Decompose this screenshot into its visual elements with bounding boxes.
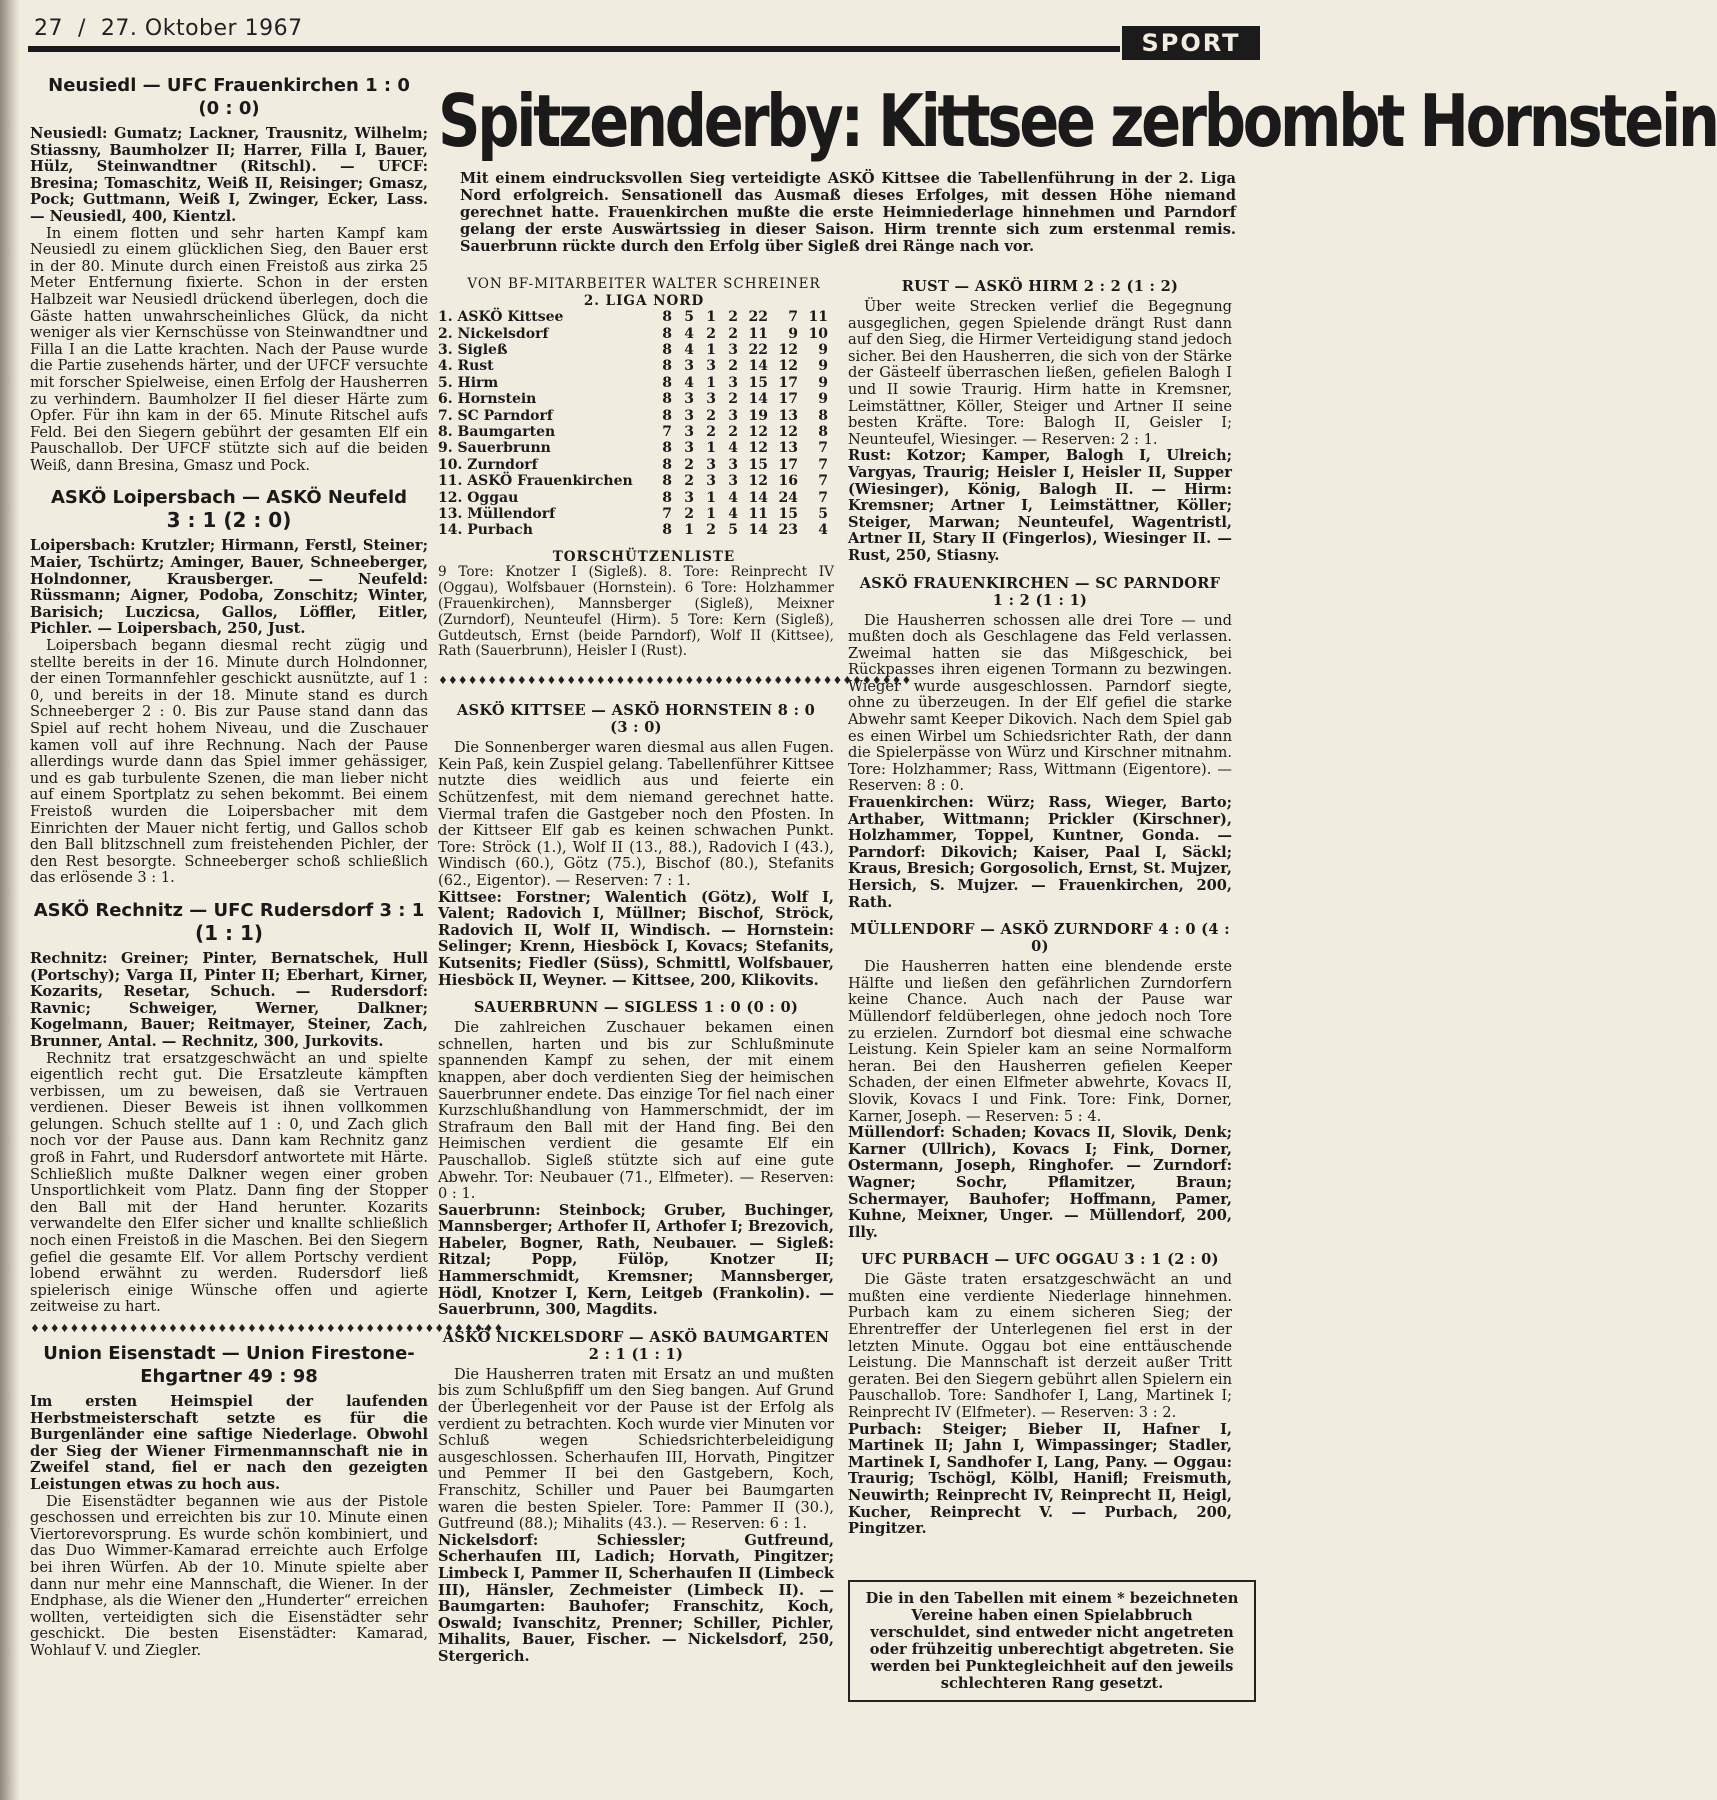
table-row (438, 490, 828, 506)
table-cell-tm: 12 (778, 358, 798, 375)
table-cell-sp: 8 (662, 358, 672, 375)
table-cell-tp: 11 (748, 325, 768, 342)
article-lineup: Müllendorf: Schaden; Kovacs II, Slovik, Denk; Karner (Ullrich), Kovacs I; Fink, Dorner, Ostermann, Joseph, Ringhofer. — Zurndorf: Wagner; Sochr, Pflamitzer, Braun; Schermayer, Bauhofer; Hoffmann, Pamer, Kuhne, Meixner, Unger. — Müllendorf, 200, Illy. (848, 1124, 1232, 1241)
table-cell-tp: 19 (748, 407, 768, 424)
league-title: 2. LIGA NORD (583, 292, 705, 309)
article-lineup: Neusiedl: Gumatz; Lackner, Trausnitz, Wilhelm; Stiassny, Baumholzer II; Harrer, Filla I, Bauer, Hülz, Steinwandtner (Ritschl). — UFCF: Bresina; Tomaschitz, Weiß II, Reisinger; Gmasz, Pock; Guttmann, Weiß I, Zwinger, Ecker, Lass. — Neusiedl, 400, Kientzl. (30, 125, 428, 225)
table-cell-tp: 12 (748, 440, 768, 457)
article-title: ASKÖ NICKELSDORF — ASKÖ BAUMGARTEN (442, 1328, 830, 1346)
table-cell-n: 2 (728, 309, 738, 326)
article-lineup: Kittsee: Forstner; Walentich (Götz), Wolf I, Valent; Radovich I, Müllner; Bischof, Ströck, Radovich II, Wolf II, Windisch. — Hornstein: Selinger; Krenn, Hiesböck I, Kovacs; Stefanits, Kutsenits; Fiedler (Süss), Schmittl, Wolfsbauer, Hiesböck II, Weyner. — Kittsee, 200, Klikovits. (438, 888, 834, 989)
table-cell-n: 3 (728, 374, 738, 391)
table-cell-n: 2 (728, 325, 738, 342)
table-cell-s: 4 (684, 325, 694, 342)
league-table (438, 309, 828, 539)
section-label: SPORT (1122, 26, 1260, 60)
table-cell-tp: 14 (748, 358, 768, 375)
page-binding-shadow (0, 0, 20, 1800)
table-cell-tm: 17 (778, 374, 798, 391)
table-cell-n: 5 (728, 522, 738, 539)
table-cell-pts: 4 (818, 522, 828, 539)
team-name: 12. Oggau (438, 489, 519, 506)
table-cell-u: 1 (706, 374, 716, 391)
article-title: MÜLLENDORF — ASKÖ ZURNDORF 4 : 0 (4 : 0) (850, 921, 1230, 956)
page-number: 27 (34, 16, 63, 41)
article-lineup: Loipersbach: Krutzler; Hirmann, Ferstl, Steiner; Maier, Tschürtz; Aminger, Bauer, Schneeberger, Holndonner, Krausberger. — Neufeld: Rüssmann; Aigner, Podoba, Zonschitz; Winter, Barisich; Luczicsa, Gallos, Löffler, Eitler, Pichler. — Loipersbach, 250, Just. (30, 537, 428, 638)
table-cell-pts: 7 (818, 489, 828, 506)
article-subtitle: 1 : 2 (1 : 1) (992, 591, 1088, 609)
team-name: 7. SC Parndorf (438, 407, 553, 424)
table-cell-s: 1 (684, 522, 694, 539)
header-rule (28, 46, 1120, 52)
table-cell-sp: 8 (662, 473, 672, 490)
table-cell-s: 3 (684, 489, 694, 506)
article-body: Die Gäste traten ersatzgeschwächt an und mußten eine verdiente Niederlage hinnehmen. Purbach kam zu einem sicheren Sieg; der Ehrentreffer der Unterlegenen fiel erst in der letzten Minute. Oggau bot eine enttäuschende Leistung. Die Mannschaft ist derzeit außer Tritt geraten. Bei den Siegern gebührt allen Spielern ein Pauschallob. Tore: Sandhofer I, Lang, Martinek I; Reinprecht IV (Elfmeter). — Reserven: 3 : 2. (848, 1271, 1232, 1422)
table-cell-sp: 8 (662, 325, 672, 342)
table-cell-n: 4 (728, 506, 738, 523)
table-cell-s: 4 (684, 342, 694, 358)
table-cell-tp: 11 (748, 506, 768, 523)
page-header (28, 12, 1254, 60)
table-cell-u: 2 (706, 325, 716, 342)
notice-box (848, 1580, 1256, 1702)
table-cell-tp: 22 (748, 309, 768, 326)
table-cell-sp: 7 (662, 506, 672, 523)
team-name: 14. Purbach (438, 522, 533, 539)
table-cell-tp: 15 (748, 374, 768, 391)
article-body: Die zahlreichen Zuschauer bekamen einen schnellen, harten und bis zur Schlußminute spannenden Kampf zu sehen, der mit einem knappen, aber doch verdienten Sieg der heimischen Sauerbrunner endete. Das einzige Tor fiel nach einer Kurzschlußhandlung von Hammerschmidt, der im Strafraum den Ball mit der Hand fing. Bei den Heimischen verdient die gesamte Elf ein Pauschallob. Sigleß stützte sich auf eine gute Abwehr. Tor: Neubauer (71., Elfmeter). — Reserven: 0 : 1. (438, 1019, 834, 1203)
table-cell-s: 2 (684, 456, 694, 473)
middle-column (438, 276, 912, 1666)
table-row (438, 424, 828, 440)
article-body: Rechnitz trat ersatzgeschwächt an und spielte eigentlich recht gut. Die Ersatzleute kämpften verbissen, um zu beweisen, daß sie Vertrauen verdienen. Dieser Beweis ist ihnen vollkommen gelungen. Schuch stellte auf 1 : 0, und Zach glich noch vor der Pause aus. Dann kam Rechnitz ganz groß in Fahrt, und Rudersdorf antwortete mit Härte. Schließlich mußte Dalkner wegen einer groben Unsportlichkeit vom Platz. Dann fing der Stopper den Ball mit der Hand herunter. Kozarits verwandelte den Elfer sicher und knallte schließlich noch einen Freistoß in die Maschen. Bei den Siegern gefiel die gesamte Elf. Vor allem Portschy verdient lobend erwähnt zu werden. Rudersdorf ließ spielerisch einige Wünsche offen und agierte zeitweise zu hart. (30, 1049, 428, 1316)
table-cell-pts: 7 (818, 440, 828, 457)
table-row (438, 326, 828, 342)
table-cell-u: 1 (706, 440, 716, 457)
table-cell-n: 3 (728, 473, 738, 490)
table-cell-u: 1 (706, 342, 716, 358)
table-cell-u: 2 (706, 407, 716, 424)
table-row (438, 473, 828, 489)
article-subtitle: (0 : 0) (198, 98, 260, 119)
table-row (438, 309, 828, 325)
scorers-title: TORSCHÜTZENLISTE (552, 548, 736, 565)
team-name: 2. Nickelsdorf (438, 325, 549, 342)
team-name: 6. Hornstein (438, 391, 537, 408)
table-row (438, 358, 828, 374)
article-lead: Im ersten Heimspiel der laufenden Herbstmeisterschaft setzte es für die Burgenländer eine saftige Niederlage. Obwohl der Sieg der Wiener Firmenmannschaft nie in Zweifel stand, fiel er nach den gezeigten Leistungen etwas zu hoch aus. (30, 1393, 428, 1493)
table-cell-sp: 8 (662, 456, 672, 473)
table-cell-tm: 17 (778, 391, 798, 408)
article-subtitle: (1 : 1) (194, 920, 264, 945)
table-row (438, 522, 828, 538)
article-title: UFC PURBACH — UFC OGGAU 3 : 1 (2 : 0) (861, 1251, 1219, 1269)
issue-date: 27. Oktober 1967 (100, 16, 303, 41)
table-cell-s: 3 (684, 407, 694, 424)
table-cell-tp: 14 (748, 489, 768, 506)
table-cell-s: 3 (684, 424, 694, 441)
article-title: ASKÖ FRAUENKIRCHEN — SC PARNDORF (859, 574, 1221, 592)
table-cell-sp: 8 (662, 374, 672, 391)
table-cell-sp: 8 (662, 407, 672, 424)
scorers-list: 9 Tore: Knotzer I (Sigleß). 8. Tore: Reinprecht IV (Oggau), Wolfsbauer (Hornstein). 6 Tore: Holzhammer (Frauenkirchen), Mannsberger (Sigleß), Meixner (Zurndorf), Neunteufel (Hirm). 5 Tore: Kern (Sigleß), Gutdeutsch, Ernst (beide Parndorf), Wolf II (Kittsee), Rath (Sauerbrunn), Heisler I (Rust). (438, 564, 834, 660)
page-header-text (34, 16, 303, 41)
table-cell-tp: 15 (748, 456, 768, 473)
table-cell-sp: 8 (662, 342, 672, 358)
table-row (438, 457, 828, 473)
article-body: Über weite Strecken verlief die Begegnung ausgeglichen, gegen Spielende drängt Rust dann auf den Sieg, die Hirmer Verteidigung stand jedoch sicher. Bei den Hausherren, die sich von der Stärke der Gästeelf überraschen ließen, gefielen Balogh I und II sowie Traurig. Hirm hatte in Kremsner, Leimstättner, Köller, Steiger und Artner II seine besten Kräfte. Tore: Balogh II, Geisler I; Neunteufel, Wiesinger. — Reserven: 2 : 1. (848, 298, 1232, 448)
team-name: 9. Sauerbrunn (438, 440, 551, 457)
table-cell-n: 3 (728, 342, 738, 358)
table-row (438, 342, 828, 358)
team-name: 8. Baumgarten (438, 424, 556, 441)
table-cell-pts: 9 (818, 374, 828, 391)
article-lineup: Rust: Kotzor; Kamper, Balogh I, Ulreich; Vargyas, Traurig; Heisler I, Heisler II, Supper (Wiesinger), König, Balogh II. — Hirm: Kremsner; Artner I, Leimstättner, Köller; Steiger, Marwan; Neunteufel, Wagentristl, Artner II, Stary II (Fingerlos), Wiesinger II. — Rust, 250, Stiasny. (848, 447, 1232, 564)
table-row (438, 506, 828, 522)
article-title: SAUERBRUNN — SIGLESS 1 : 0 (0 : 0) (473, 999, 799, 1017)
ornament-separator: ♦♦♦♦♦♦♦♦♦♦♦♦♦♦♦♦♦♦♦♦♦♦♦♦♦♦♦♦♦♦♦♦♦♦♦♦♦♦♦♦♦♦♦♦♦♦♦♦ (438, 674, 912, 688)
table-cell-tm: 23 (778, 522, 798, 539)
team-name: 4. Rust (438, 358, 494, 375)
table-cell-u: 3 (706, 391, 716, 408)
article-title: Union Eisenstadt — Union Firestone-Ehgartner 49 : 98 (43, 1343, 415, 1387)
table-cell-pts: 5 (818, 506, 828, 523)
main-headline: Spitzenderby: Kittsee zerbombt Hornstein (438, 79, 1717, 163)
table-cell-s: 2 (684, 506, 694, 523)
table-cell-n: 4 (728, 440, 738, 457)
table-cell-n: 4 (728, 489, 738, 506)
article-title: ASKÖ KITTSEE — ASKÖ HORNSTEIN 8 : 0 (456, 702, 816, 720)
article-body: In einem flotten und sehr harten Kampf kam Neusiedl zu einem glücklichen Sieg, den Bauer erst in der 80. Minute durch einen Freistoß aus zirka 25 Meter Entfernung fixierte. Schon in der ersten Halbzeit war Neusiedl drückend überlegen, doch die Gäste hatten unwahrscheinliches Glück, da nicht weniger als vier Kernschüsse von Steinwandtner und Filla I an die Latte krachten. Nach der Pause wurde die Partie zusehends härter, und der UFCF versuchte mit forscher Spielweise, einen Erfolg der Hausherren zu verhindern. Baumholzer II fiel dieser Härte zum Opfer. Für ihn kam in der 65. Minute Ritschel aufs Feld. Bei den Siegern gebührt der gesamten Elf ein Pauschallob. Der UFCF stützte sich auf die beiden Weiß, dann Bresina, Gmasz und Pock. (30, 224, 428, 474)
table-cell-sp: 8 (662, 440, 672, 457)
table-cell-tp: 22 (748, 342, 768, 358)
table-cell-u: 3 (706, 473, 716, 490)
table-cell-tm: 17 (778, 456, 798, 473)
table-cell-tm: 24 (778, 489, 798, 506)
table-cell-n: 2 (728, 358, 738, 375)
table-cell-tp: 12 (748, 424, 768, 441)
ornament-separator: ♦♦♦♦♦♦♦♦♦♦♦♦♦♦♦♦♦♦♦♦♦♦♦♦♦♦♦♦♦♦♦♦♦♦♦♦♦♦♦♦♦♦♦♦♦♦♦♦ (30, 1322, 504, 1335)
table-cell-pts: 11 (808, 309, 828, 326)
team-name: 13. Müllendorf (438, 506, 556, 523)
article-title: Neusiedl — UFC Frauenkirchen 1 : 0 (48, 75, 410, 96)
table-cell-s: 5 (684, 309, 694, 326)
table-cell-tm: 12 (778, 342, 798, 358)
table-cell-pts: 9 (818, 391, 828, 408)
table-cell-u: 1 (706, 309, 716, 326)
table-cell-sp: 8 (662, 391, 672, 408)
article-title: ASKÖ Rechnitz — UFC Rudersdorf 3 : 1 (33, 899, 425, 921)
table-cell-s: 3 (684, 440, 694, 457)
table-cell-s: 3 (684, 391, 694, 408)
table-row (438, 440, 828, 456)
table-row (438, 375, 828, 391)
table-cell-u: 1 (706, 489, 716, 506)
table-cell-pts: 7 (818, 473, 828, 490)
article-body: Die Sonnenberger waren diesmal aus allen Fugen. Kein Paß, kein Zuspiel gelang. Tabellenführer Kittsee nutzte dies weidlich aus und feierte ein Schützenfest, mit dem niemand gerechnet hatte. Viermal trafen die Gastgeber noch den Pfosten. In der Kittseer Elf gab es keinen schwachen Punkt. Tore: Ströck (1.), Wolf II (13., 88.), Radovich I (43.), Windisch (60.), Götz (75.), Bischof (80.), Stefanits (62., Eigentor). — Reserven: 7 : 1. (438, 739, 834, 889)
table-cell-n: 3 (728, 456, 738, 473)
table-cell-tm: 13 (778, 440, 798, 457)
table-cell-u: 2 (706, 424, 716, 441)
team-name: 11. ASKÖ Frauenkirchen (438, 473, 633, 490)
article-lineup: Nickelsdorf: Schiessler; Gutfreund, Scherhaufen III, Ladich; Horvath, Pingitzer; Limbeck I, Pammer II, Scherhaufen II (Limbeck III), Hänsler, Zechmeister (Limbeck II). — Baumgarten: Bauhofer; Franschitz, Koch, Oswald; Ivanschitz, Prenner; Schiller, Pichler, Mihalits, Bauer, Fischer. — Nickelsdorf, 250, Stergerich. (438, 1531, 834, 1665)
table-cell-tp: 14 (748, 522, 768, 539)
table-cell-pts: 8 (818, 407, 828, 424)
article-lineup: Sauerbrunn: Steinbock; Gruber, Buchinger, Mannsberger; Arthofer II, Arthofer I; Brezovich, Habeler, Bogner, Rath, Neubauer. — Sigleß: Ritzal; Popp, Fülöp, Knotzer II; Hammerschmidt, Kremsner; Mannsberger, Hödl, Knotzer I, Kern, Leitgeb (Frankolin). — Sauerbrunn, 300, Magdits. (438, 1201, 834, 1319)
table-cell-sp: 8 (662, 309, 672, 326)
article-lineup: Purbach: Steiger; Bieber II, Hafner I, Martinek II; Jahn I, Wimpassinger; Stadler, Martinek I, Sandhofer I, Lang, Pany. — Oggau: Traurig; Tschögl, Kölbl, Hanifl; Freismuth, Neuwirth; Reinprecht IV, Reinprecht II, Heigl, Kucher, Reinprecht V. — Purbach, 200, Pingitzer. (848, 1420, 1232, 1538)
table-cell-u: 3 (706, 456, 716, 473)
article-lineup: Frauenkirchen: Würz; Rass, Wieger, Barto; Arthaber, Wittmann; Prickler (Kirschner), Holzhammer, Toppel, Kuntner, Gonda. — Parndorf: Dikovich; Kaiser, Paal I, Säckl; Kraus, Bresich; Gorgosolich, Ernst, St. Mujzer, Hersich, S. Mujzer. — Frauenkirchen, 200, Rath. (848, 794, 1232, 911)
header-separator: / (78, 16, 86, 41)
table-row (438, 408, 828, 424)
byline: VON BF-MITARBEITER WALTER SCHREINER (467, 276, 821, 292)
table-cell-tm: 7 (788, 309, 798, 326)
table-cell-tm: 15 (778, 506, 798, 523)
lead-paragraph: Mit einem eindrucksvollen Sieg verteidigte ASKÖ Kittsee die Tabellenführung in der 2. Liga Nord erfolgreich. Sensationell das Ausmaß dieses Erfolges, mit dessen Höhe niemand gerechnet hatte. Frauenkirchen mußte die erste Heimniederlage hinnehmen und Parndorf gelang der erste Auswärtssieg in dieser Saison. Hirm trennte sich zum erstenmal remis. Sauerbrunn rückte durch den Erfolg über Sigleß drei Ränge nach vor. (460, 170, 1236, 255)
article-subtitle: (3 : 0) (610, 719, 662, 737)
table-cell-s: 4 (684, 374, 694, 391)
table-cell-tm: 12 (778, 424, 798, 441)
team-name: 3. Sigleß (438, 342, 508, 358)
table-cell-pts: 9 (818, 358, 828, 375)
right-column (848, 278, 1232, 1538)
table-cell-tm: 9 (788, 325, 798, 342)
table-cell-u: 1 (706, 506, 716, 523)
table-cell-n: 3 (728, 407, 738, 424)
table-cell-u: 3 (706, 358, 716, 375)
table-cell-sp: 8 (662, 522, 672, 539)
notice-text: Die in den Tabellen mit einem * bezeichneten Vereine haben einen Spielabbruch verschuldet, sind entweder nicht angetreten oder frühzeitig unberechtigt abgetreten. Sie werden bei Punktegleichheit auf den jeweils schlechteren Rang gesetzt. (865, 1590, 1239, 1692)
article-body: Loipersbach begann diesmal recht zügig und stellte bereits in der 16. Minute durch Holndonner, der einen Tormannfehler geschickt ausnützte, auf 1 : 0, und bereits in der 18. Minute stand es durch Schneeberger 2 : 0. Bis zur Pause stand dann das Spiel auf recht hohem Niveau, und die Zuschauer kamen voll auf ihre Rechnung. Nach der Pause allerdings wurde dann das Spiel immer gehässiger, und es gab turbulente Szenen, die man lieber nicht auf einem Sportplatz zu sehen bekommt. Bei einem Freistoß wurden die Loipersbacher mit dem Einrichten der Mauer nicht fertig, und Gallos schob den Ball blitzschnell zum freistehenden Pichler, der den Rest besorgte. Schneeberger schoß schließlich das erlösende 3 : 1. (30, 637, 428, 887)
table-cell-sp: 8 (662, 489, 672, 506)
article-body: Die Hausherren hatten eine blendende erste Hälfte und ließen den gefährlichen Zurndorfern keine Chance. Auch nach der Pause war Müllendorf feldüberlegen, ohne jedoch noch Tore zu erzielen. Zurndorf bot diesmal eine schwache Leistung. Kein Spieler kam an seine Normalform heran. Bei den Hausherren gefielen Keeper Schaden, der einen Elfmeter abwehrte, Kovacs II, Slovik, Kovacs I und Fink. Tore: Fink, Dorner, Karner, Joseph. — Reserven: 5 : 4. (848, 958, 1232, 1125)
article-body: Die Hausherren traten mit Ersatz an und mußten bis zum Schlußpfiff um den Sieg bangen. Auf Grund der Überlegenheit vor der Pause ist der Erfolg als verdient zu betrachten. Koch wurde vier Minuten vor Schluß wegen Schiedsrichterbeleidigung ausgeschlossen. Scherhaufen III, Horvath, Pingitzer und Pemmer II bei den Gastgebern, Koch, Franschitz, Schiller und Pauer bei Baumgarten waren die besten Spieler. Tore: Pammer II (30.), Gutfreund (88.); Mihalits (43.). — Reserven: 6 : 1. (438, 1365, 834, 1533)
table-cell-sp: 7 (662, 424, 672, 441)
article-subtitle: 2 : 1 (1 : 1) (588, 1345, 684, 1363)
table-cell-tm: 13 (778, 407, 798, 424)
team-name: 10. Zurndorf (438, 456, 538, 473)
table-cell-tp: 12 (748, 473, 768, 490)
article-body: Die Eisenstädter begannen wie aus der Pistole geschossen und erreichten bis zur 10. Minute einen Viertorevorsprung. Es wurde schön kombiniert, und das Duo Wimmer-Kamarad erreichte auch Erfolge bei ihren Würfen. Ab der 10. Minute spielte aber dann nur mehr eine Mannschaft, die Wiener. In der Endphase, als die Wiener den „Hunderter“ erreichen wollten, verteidigten sich die Eisenstädter sehr geschickt. Die besten Eisenstädter: Kamarad, Wohlauf V. und Ziegler. (30, 1492, 428, 1659)
article-title: RUST — ASKÖ HIRM 2 : 2 (1 : 2) (901, 278, 1179, 295)
table-cell-u: 2 (706, 522, 716, 539)
table-cell-pts: 7 (818, 456, 828, 473)
team-name: 1. ASKÖ Kittsee (438, 309, 564, 326)
table-cell-pts: 9 (818, 342, 828, 358)
article-title: ASKÖ Loipersbach — ASKÖ Neufeld (50, 487, 408, 509)
table-row (438, 391, 828, 407)
article-lineup: Rechnitz: Greiner; Pinter, Bernatschek, Hull (Portschy); Varga II, Pinter II; Eberhart, Kirner, Kozarits, Resetar, Schuch. — Rudersdorf: Ravnic; Schweiger, Werner, Dalkner; Kogelmann, Bauer; Reitmayer, Steiner, Zach, Brunner, Antal. — Rechnitz, 300, Jurkovits. (30, 949, 428, 1050)
table-cell-tp: 14 (748, 391, 768, 408)
table-cell-pts: 10 (808, 325, 828, 342)
table-cell-s: 2 (684, 473, 694, 490)
table-cell-n: 2 (728, 391, 738, 408)
table-cell-n: 2 (728, 424, 738, 441)
team-name: 5. Hirm (438, 374, 499, 391)
article-body: Die Hausherren schossen alle drei Tore — und mußten doch als Geschlagene das Feld verlassen. Zweimal hatten sie das Mißgeschick, bei Rückpasses ihren eigenen Tormann zu bezwingen. Wieger wurde ausgeschlossen. Parndorf siegte, ohne zu überzeugen. In der Elf gefiel die starke Abwehr samt Keeper Dikovich. Nach dem Spiel gab es einen Wirbel um Schiedsrichter Rath, der dann die Spielerpässe von Würz und Kirschner mitnahm. Tore: Holzhammer; Rass, Wittmann (Eigentore). — Reserven: 8 : 0. (848, 611, 1232, 795)
article-subtitle: 3 : 1 (2 : 0) (166, 508, 292, 533)
table-cell-pts: 8 (818, 424, 828, 441)
table-cell-tm: 16 (778, 473, 798, 490)
table-cell-s: 3 (684, 358, 694, 375)
